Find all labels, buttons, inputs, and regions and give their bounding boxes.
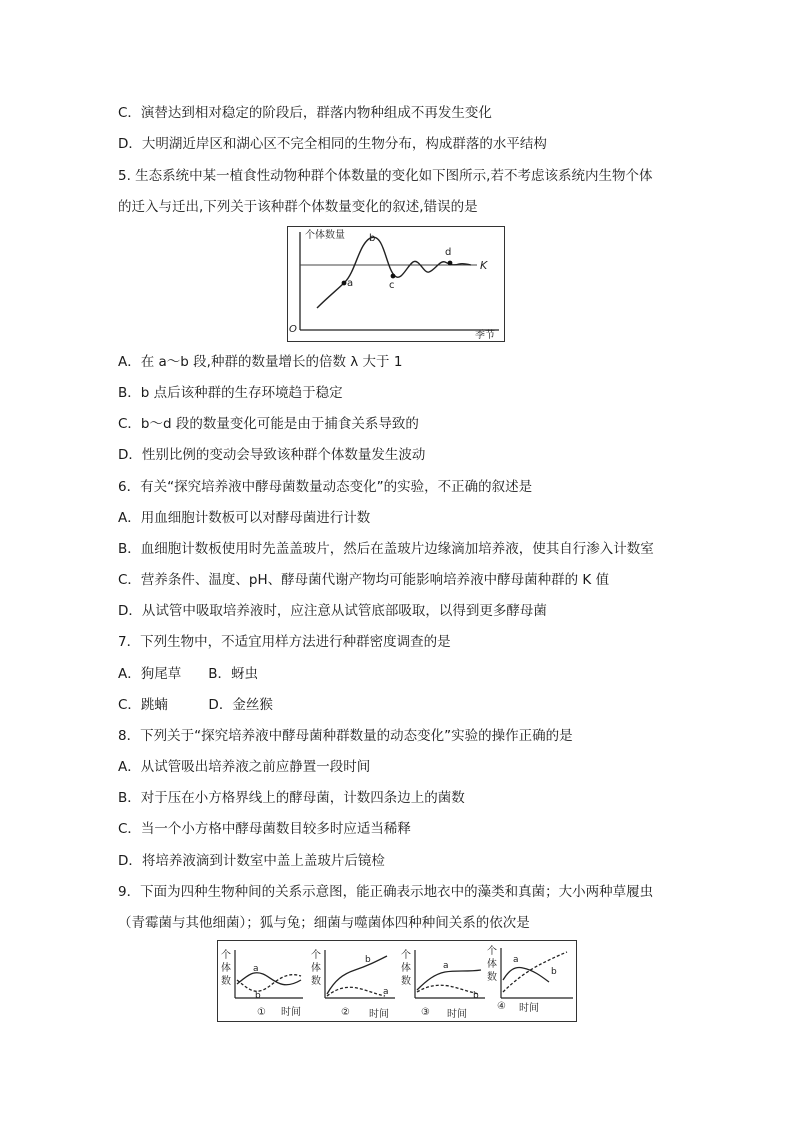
- x-label: 时间: [519, 1003, 539, 1014]
- label-a: a: [347, 278, 354, 289]
- label-a: a: [513, 955, 519, 965]
- origin-label: O: [289, 324, 297, 335]
- label-b: b: [369, 233, 376, 244]
- text-line: C．当一个小方格中酵母菌数目较多时应适当稀释: [118, 821, 411, 837]
- text-line: A．用血细胞计数板可以对酵母菌进行计数: [118, 510, 371, 526]
- text-line: B．血细胞计数板使用时先盖盖玻片，然后在盖玻片边缘滴加培养液，使其自行渗入计数室: [118, 541, 654, 557]
- label-c: c: [389, 280, 395, 291]
- text-line: （青霉菌与其他细菌）；狐与兔；细菌与噬菌体四种种间关系的依次是: [118, 915, 530, 931]
- y-label: 数: [311, 976, 321, 987]
- text-line: 6．有关“探究培养液中酵母菌数量动态变化”的实验，不正确的叙述是: [118, 479, 533, 495]
- y-label: 个: [221, 950, 231, 961]
- text-line: 9．下面为四种生物种间的关系示意图，能正确表示地衣中的藻类和真菌；大小两种草履虫: [118, 884, 654, 900]
- label-a: a: [443, 961, 449, 971]
- label-d: d: [445, 247, 452, 258]
- panel-number: ④: [497, 1001, 506, 1012]
- y-label: 个: [311, 950, 321, 961]
- text-line: 8．下列关于“探究培养液中酵母菌种群数量的动态变化”实验的操作正确的是: [118, 728, 573, 744]
- text-line: A．在 a～b 段,种群的数量增长的倍数 λ 大于 1: [118, 354, 403, 370]
- text-line: C．跳蝻 D．金丝猴: [118, 697, 273, 713]
- text-line: B．b 点后该种群的生存环境趋于稳定: [118, 385, 343, 401]
- panel-number: ①: [257, 1007, 266, 1018]
- text-line: B．对于压在小方格界线上的酵母菌，计数四条边上的菌数: [118, 790, 465, 806]
- population-curve-figure: [287, 226, 505, 342]
- panel-number: ②: [341, 1007, 350, 1018]
- y-label: 个: [487, 946, 497, 957]
- text-line: C．营养条件、温度、pH、酵母菌代谢产物均可能影响培养液中酵母菌种群的 K 值: [118, 572, 610, 588]
- text-line: D．性别比例的变动会导致该种群个体数量发生波动: [118, 447, 426, 463]
- x-label: 时间: [447, 1009, 467, 1020]
- y-label: 数: [221, 976, 231, 987]
- text-line: C．演替达到相对稳定的阶段后，群落内物种组成不再发生变化: [118, 105, 492, 121]
- x-label: 时间: [369, 1009, 389, 1020]
- text-line: A．狗尾草 B．蚜虫: [118, 666, 258, 682]
- y-label: 个: [401, 950, 411, 961]
- y-label: 数: [401, 976, 411, 987]
- text-line: D．大明湖近岸区和湖心区不完全相同的生物分布，构成群落的水平结构: [118, 136, 547, 152]
- label-b: b: [365, 955, 371, 965]
- point-c: [391, 274, 396, 279]
- text-line: 7．下列生物中，不适宜用样方法进行种群密度调查的是: [118, 634, 451, 650]
- text-line: C．b～d 段的数量变化可能是由于捕食关系导致的: [118, 416, 419, 432]
- text-line: 5. 生态系统中某一植食性动物种群个体数量的变化如下图所示,若不考虑该系统内生物个体: [118, 168, 653, 184]
- label-a: a: [253, 964, 259, 974]
- label-b: b: [551, 967, 557, 977]
- label-b: b: [473, 991, 479, 1001]
- y-label: 体: [487, 959, 497, 970]
- y-label: 体: [311, 963, 321, 974]
- label-b: b: [255, 991, 261, 1001]
- panel-number: ③: [421, 1007, 430, 1018]
- y-axis-label: 个体数量: [305, 230, 345, 241]
- y-label: 体: [221, 963, 231, 974]
- text-line: 的迁入与迁出,下列关于该种群个体数量变化的叙述,错误的是: [118, 199, 478, 215]
- text-line: D．将培养液滴到计数室中盖上盖玻片后镜检: [118, 853, 385, 869]
- point-d: [448, 261, 453, 266]
- point-a: [342, 281, 347, 286]
- text-line: D．从试管中吸取培养液时，应注意从试管底部吸取，以得到更多酵母菌: [118, 603, 547, 619]
- text-line: A．从试管吸出培养液之前应静置一段时间: [118, 759, 371, 775]
- x-label: 时间: [281, 1007, 301, 1018]
- x-axis-label: 季节: [475, 330, 495, 341]
- species-relationship-figure: [217, 940, 577, 1022]
- label-a: a: [383, 987, 389, 997]
- k-label: K: [480, 259, 488, 272]
- y-label: 体: [401, 963, 411, 974]
- y-label: 数: [487, 972, 497, 983]
